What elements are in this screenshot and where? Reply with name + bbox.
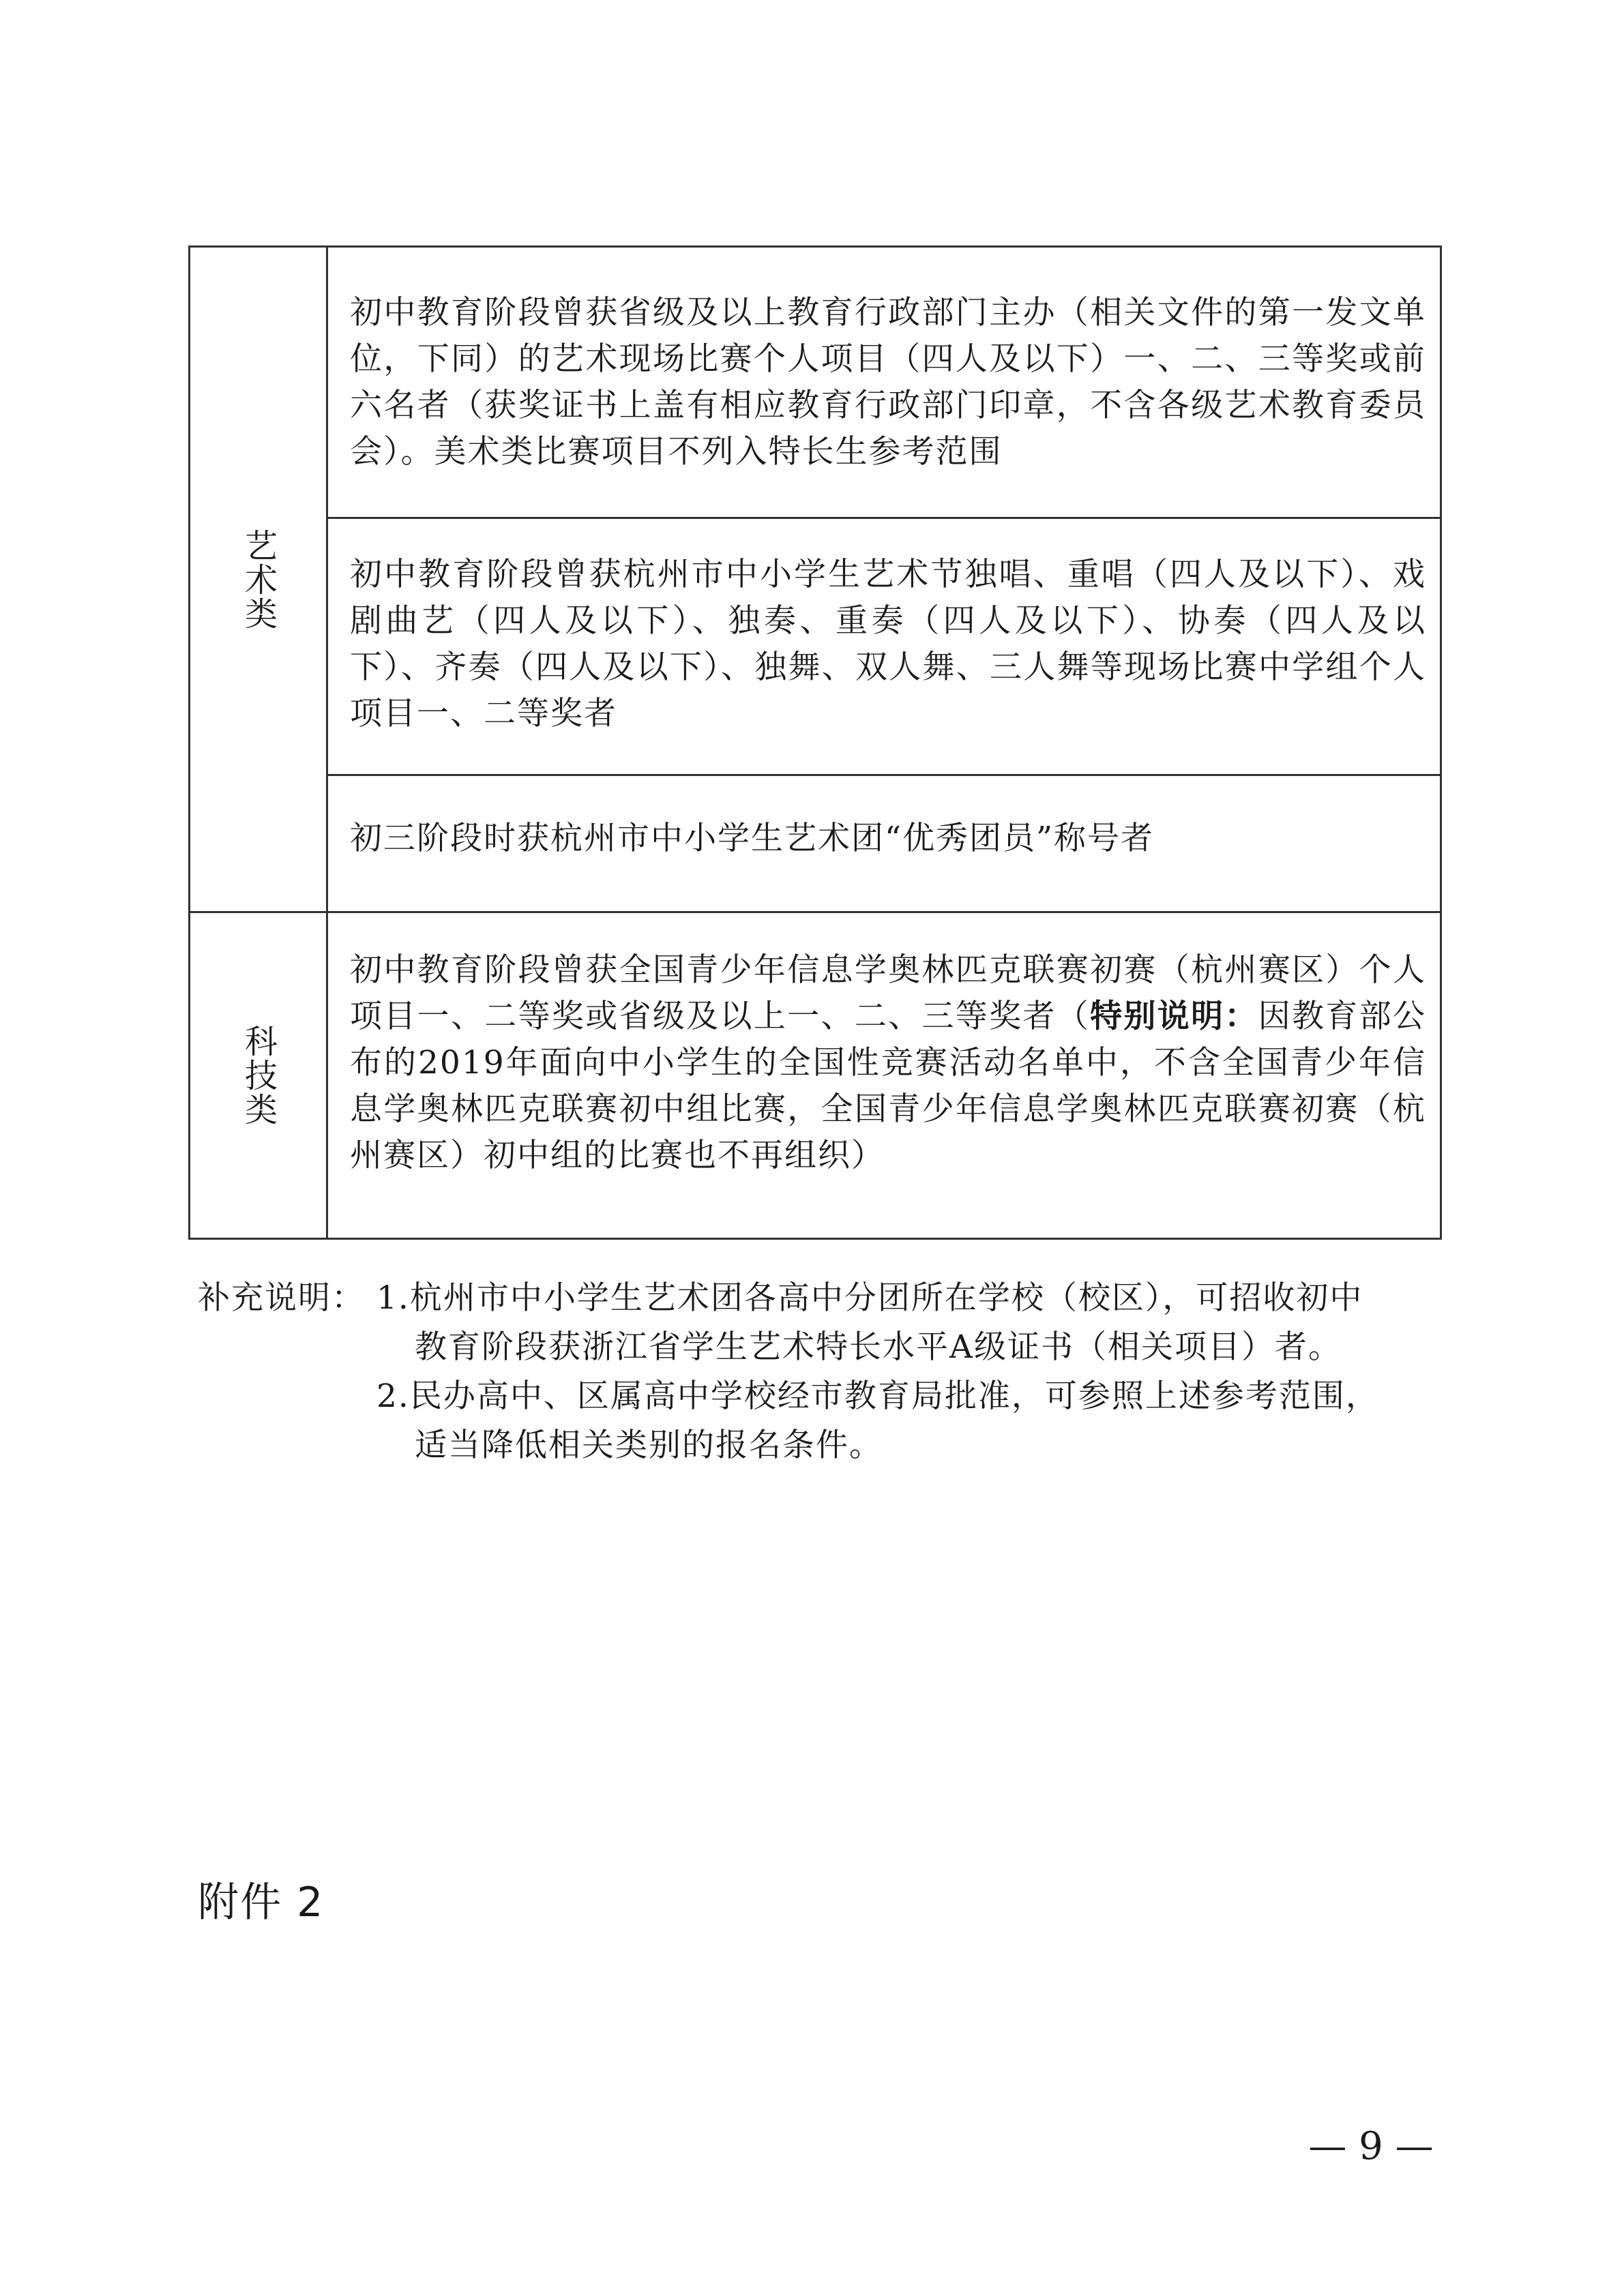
art-category-block: [190, 248, 1440, 913]
art-category-label-cell: [190, 248, 328, 911]
art-entry-provincial-award: 初中教育阶段曾获省级及以上教育行政部门主办（相关文件的第一发文单位，下同）的艺术现场比赛个人项目（四人及以下）一、二、三等奖或前六名者（获奖证书上盖有相应教育行政部门印章，不含各级艺术教育委员会）。美术类比赛项目不列入特长生参考范围: [328, 248, 1440, 519]
annex-heading: 附件 2: [198, 1879, 325, 1926]
tech-category-label-cell: [190, 913, 328, 1238]
art-entries: [328, 248, 1440, 911]
art-category-label: 艺术类: [239, 528, 278, 631]
tech-category-label: 科技类: [239, 1024, 278, 1127]
note-2-line-2: 适当降低相关类别的报名条件。: [415, 1427, 883, 1464]
art-entry-excellent-member: 初三阶段时获杭州市中小学生艺术团“优秀团员”称号者: [350, 820, 1155, 857]
note-item-2: [198, 1372, 1446, 1470]
tech-entry-special-note-label: 特别说明：: [1090, 998, 1258, 1035]
note-item-1: [198, 1274, 1446, 1372]
tech-entry-informatics-olympiad: [328, 913, 1440, 1238]
note-1-line-1: 杭州市中小学生艺术团各高中分团所在学校（校区），可招收初中: [409, 1279, 1363, 1317]
tech-entry-text-after: 因教育部公布的2019年面向中小学生的全国性竞赛活动名单中，不含全国青少年信息学奥林匹克联赛初中组比赛，全国青少年信息学奥林匹克联赛初赛（杭州赛区）初中组的比赛也不再组织）: [350, 998, 1427, 1174]
page-number: — 9 —: [1308, 2124, 1434, 2168]
note-body-1: [377, 1274, 1446, 1372]
note-number-1: 1.: [377, 1279, 410, 1317]
tech-entry-text-before: 初中教育阶段曾获全国青少年信息学奥林匹克联赛初赛（杭州赛区）个人项目一、二等奖或省级及以上一、二、三等奖者（: [350, 951, 1426, 1035]
supplementary-notes: [198, 1274, 1446, 1470]
note-1-line-2: 教育阶段获浙江省学生艺术特长水平A级证书（相关项目）者。: [415, 1328, 1342, 1366]
criteria-table: [188, 245, 1442, 1240]
tech-category-block: [190, 913, 1440, 1238]
note-number-2: 2.: [377, 1377, 410, 1415]
tech-entries: [328, 913, 1440, 1238]
notes-prefix: 补充说明：: [198, 1279, 365, 1317]
art-entry-city-festival: 初中教育阶段曾获杭州市中小学生艺术节独唱、重唱（四人及以下）、戏剧曲艺（四人及以下）、独奏、重奏（四人及以下）、协奏（四人及以下）、齐奏（四人及以下）、独舞、双人舞、三人舞等现场比赛中学组个人项目一、二等奖者: [328, 519, 1440, 776]
note-body-2: [377, 1372, 1446, 1470]
note-2-line-1: 民办高中、区属高中学校经市教育局批准，可参照上述参考范围，: [409, 1377, 1379, 1415]
